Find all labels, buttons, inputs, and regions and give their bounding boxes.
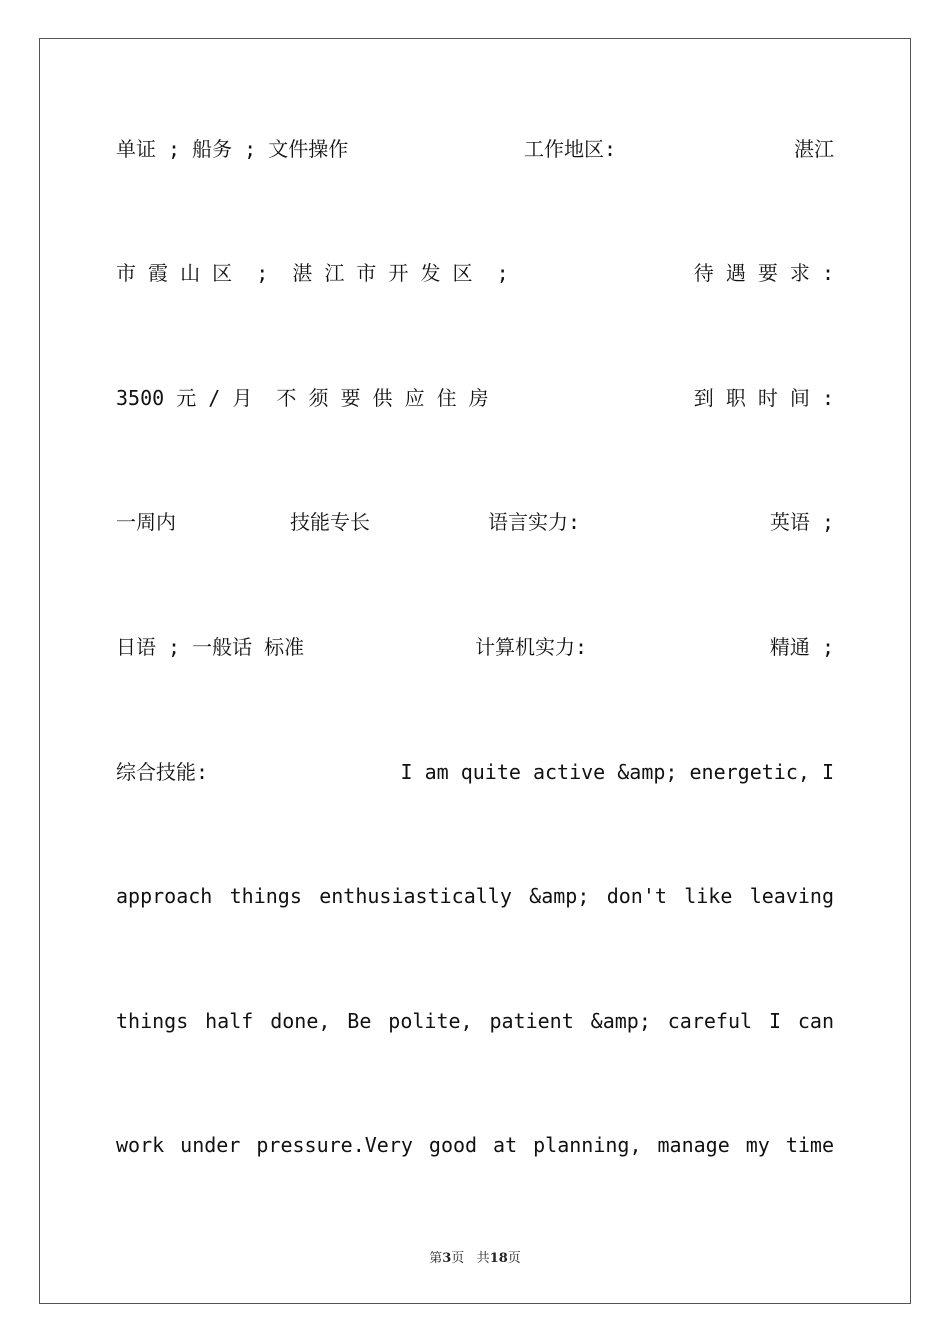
computer-ability-label: 计算机实力: [475, 635, 588, 659]
text-line-6 [116, 757, 834, 787]
overall-skills-label: 综合技能: [116, 760, 209, 784]
work-location-city: 湛江 [794, 137, 834, 161]
work-location-districts: 市 霞 山 区 ; 湛 江 市 开 发 区 ; [116, 261, 509, 285]
salary-value: 3500 元 / 月 不 须 要 供 应 住 房 [116, 386, 489, 410]
text-line-8: things half done, Be polite, patient &amp; careful I can [116, 1009, 834, 1033]
footer-total-pages: 18 [489, 1251, 508, 1266]
language-ability-more: 日语 ; 一般话 标准 [116, 635, 305, 659]
page-footer [0, 1247, 950, 1266]
text-line-5 [116, 632, 834, 662]
text-line-2 [116, 258, 834, 288]
footer-total-prefix: 共 [476, 1251, 490, 1266]
language-ability-label: 语言实力: [488, 510, 581, 534]
skills-heading: 技能专长 [290, 510, 370, 534]
overall-skills-text-start: I am quite active &amp; energetic, I [400, 760, 834, 784]
salary-label: 待 遇 要 求 : [693, 261, 834, 285]
text-line-9: work under pressure.Very good at planning, manage my time [116, 1133, 834, 1157]
start-time-value: 一周内 [116, 510, 176, 534]
footer-page-unit: 页 [451, 1251, 465, 1266]
language-ability-value: 英语 ; [769, 510, 834, 534]
text-line-3 [116, 383, 834, 413]
text-line-7: approach things enthusiastically &amp; don't like leaving [116, 884, 834, 908]
footer-page-number: 3 [442, 1251, 452, 1266]
computer-ability-value: 精通 ; [769, 635, 834, 659]
page-border [39, 38, 911, 1304]
footer-total-unit: 页 [507, 1251, 521, 1266]
job-category-text: 单证 ; 船务 ; 文件操作 [116, 137, 349, 161]
start-time-label: 到 职 时 间 : [693, 386, 834, 410]
text-line-4 [116, 507, 834, 537]
text-line-1 [116, 134, 834, 164]
footer-prefix: 第 [429, 1251, 443, 1266]
work-location-label: 工作地区: [524, 137, 617, 161]
